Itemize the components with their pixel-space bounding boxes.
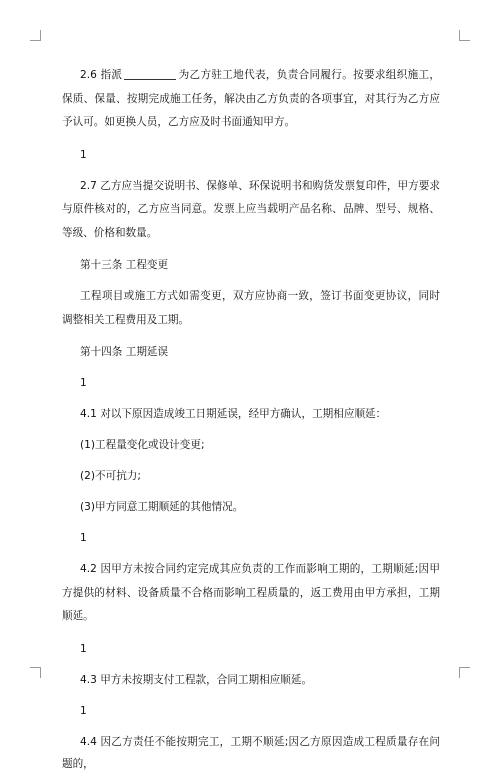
- representative-name-blank: [124, 67, 176, 80]
- crop-mark-bottom-left: [30, 667, 41, 678]
- page-number-line: 1: [80, 532, 87, 544]
- paragraph-2-6: [62, 64, 440, 135]
- article-13-heading: 第十三条 工程变更: [80, 259, 169, 271]
- paragraph-13-body: 工程项目或施工方式如需变更，双方应协商一致，签订书面变更协议，同时调整相关工程费用及工期。: [62, 290, 440, 326]
- list-item-3: (3)甲方同意工期顺延的其他情况。: [80, 501, 244, 513]
- crop-mark-top-right: [459, 30, 470, 41]
- page-number-line: 1: [80, 377, 87, 389]
- paragraph-4-1: 4.1 对以下原因造成竣工日期延误，经甲方确认，工期相应顺延：: [80, 408, 387, 420]
- paragraph-4-4: 4.4 因乙方责任不能按期完工，工期不顺延;因乙方原因造成工程质量存在问题的，: [62, 735, 440, 770]
- page-number-line: 1: [80, 148, 87, 161]
- document-page: [62, 64, 440, 784]
- page-number-line: 1: [80, 704, 87, 717]
- paragraph-4-3: 4.3 甲方未按期支付工程款，合同工期相应顺延。: [80, 673, 313, 686]
- paragraph-4-2: 4.2 因甲方未按合同约定完成其应负责的工作而影响工期的，工期顺延;因甲方提供的材料、设备质量不合格而影响工程质量的，返工费用由甲方承担，工期顺延。: [62, 563, 440, 622]
- page-number-line: 1: [80, 642, 87, 655]
- paragraph-2-6-body: 为乙方驻工地代表，负责合同履行。按要求组织施工，保质、保量、按期完成施工任务，解决由乙方负责的各项事宜，对其行为乙方应予认可。如更换人员，乙方应及时书面通知甲方。: [62, 69, 441, 128]
- list-item-2: (2)不可抗力;: [80, 470, 141, 482]
- crop-mark-top-left: [30, 30, 41, 41]
- paragraph-2-6-lead: 2.6 指派: [80, 69, 123, 81]
- article-14-heading: 第十四条 工期延误: [80, 346, 169, 358]
- crop-mark-bottom-right: [459, 667, 470, 678]
- paragraph-2-7: 2.7 乙方应当提交说明书、保修单、环保说明书和购货发票复印件，甲方要求与原件核对的，乙方应当同意。发票上应当载明产品名称、品牌、型号、规格、等级、价格和数量。: [62, 179, 440, 239]
- list-item-1: (1)工程量变化或设计变更;: [80, 439, 205, 451]
